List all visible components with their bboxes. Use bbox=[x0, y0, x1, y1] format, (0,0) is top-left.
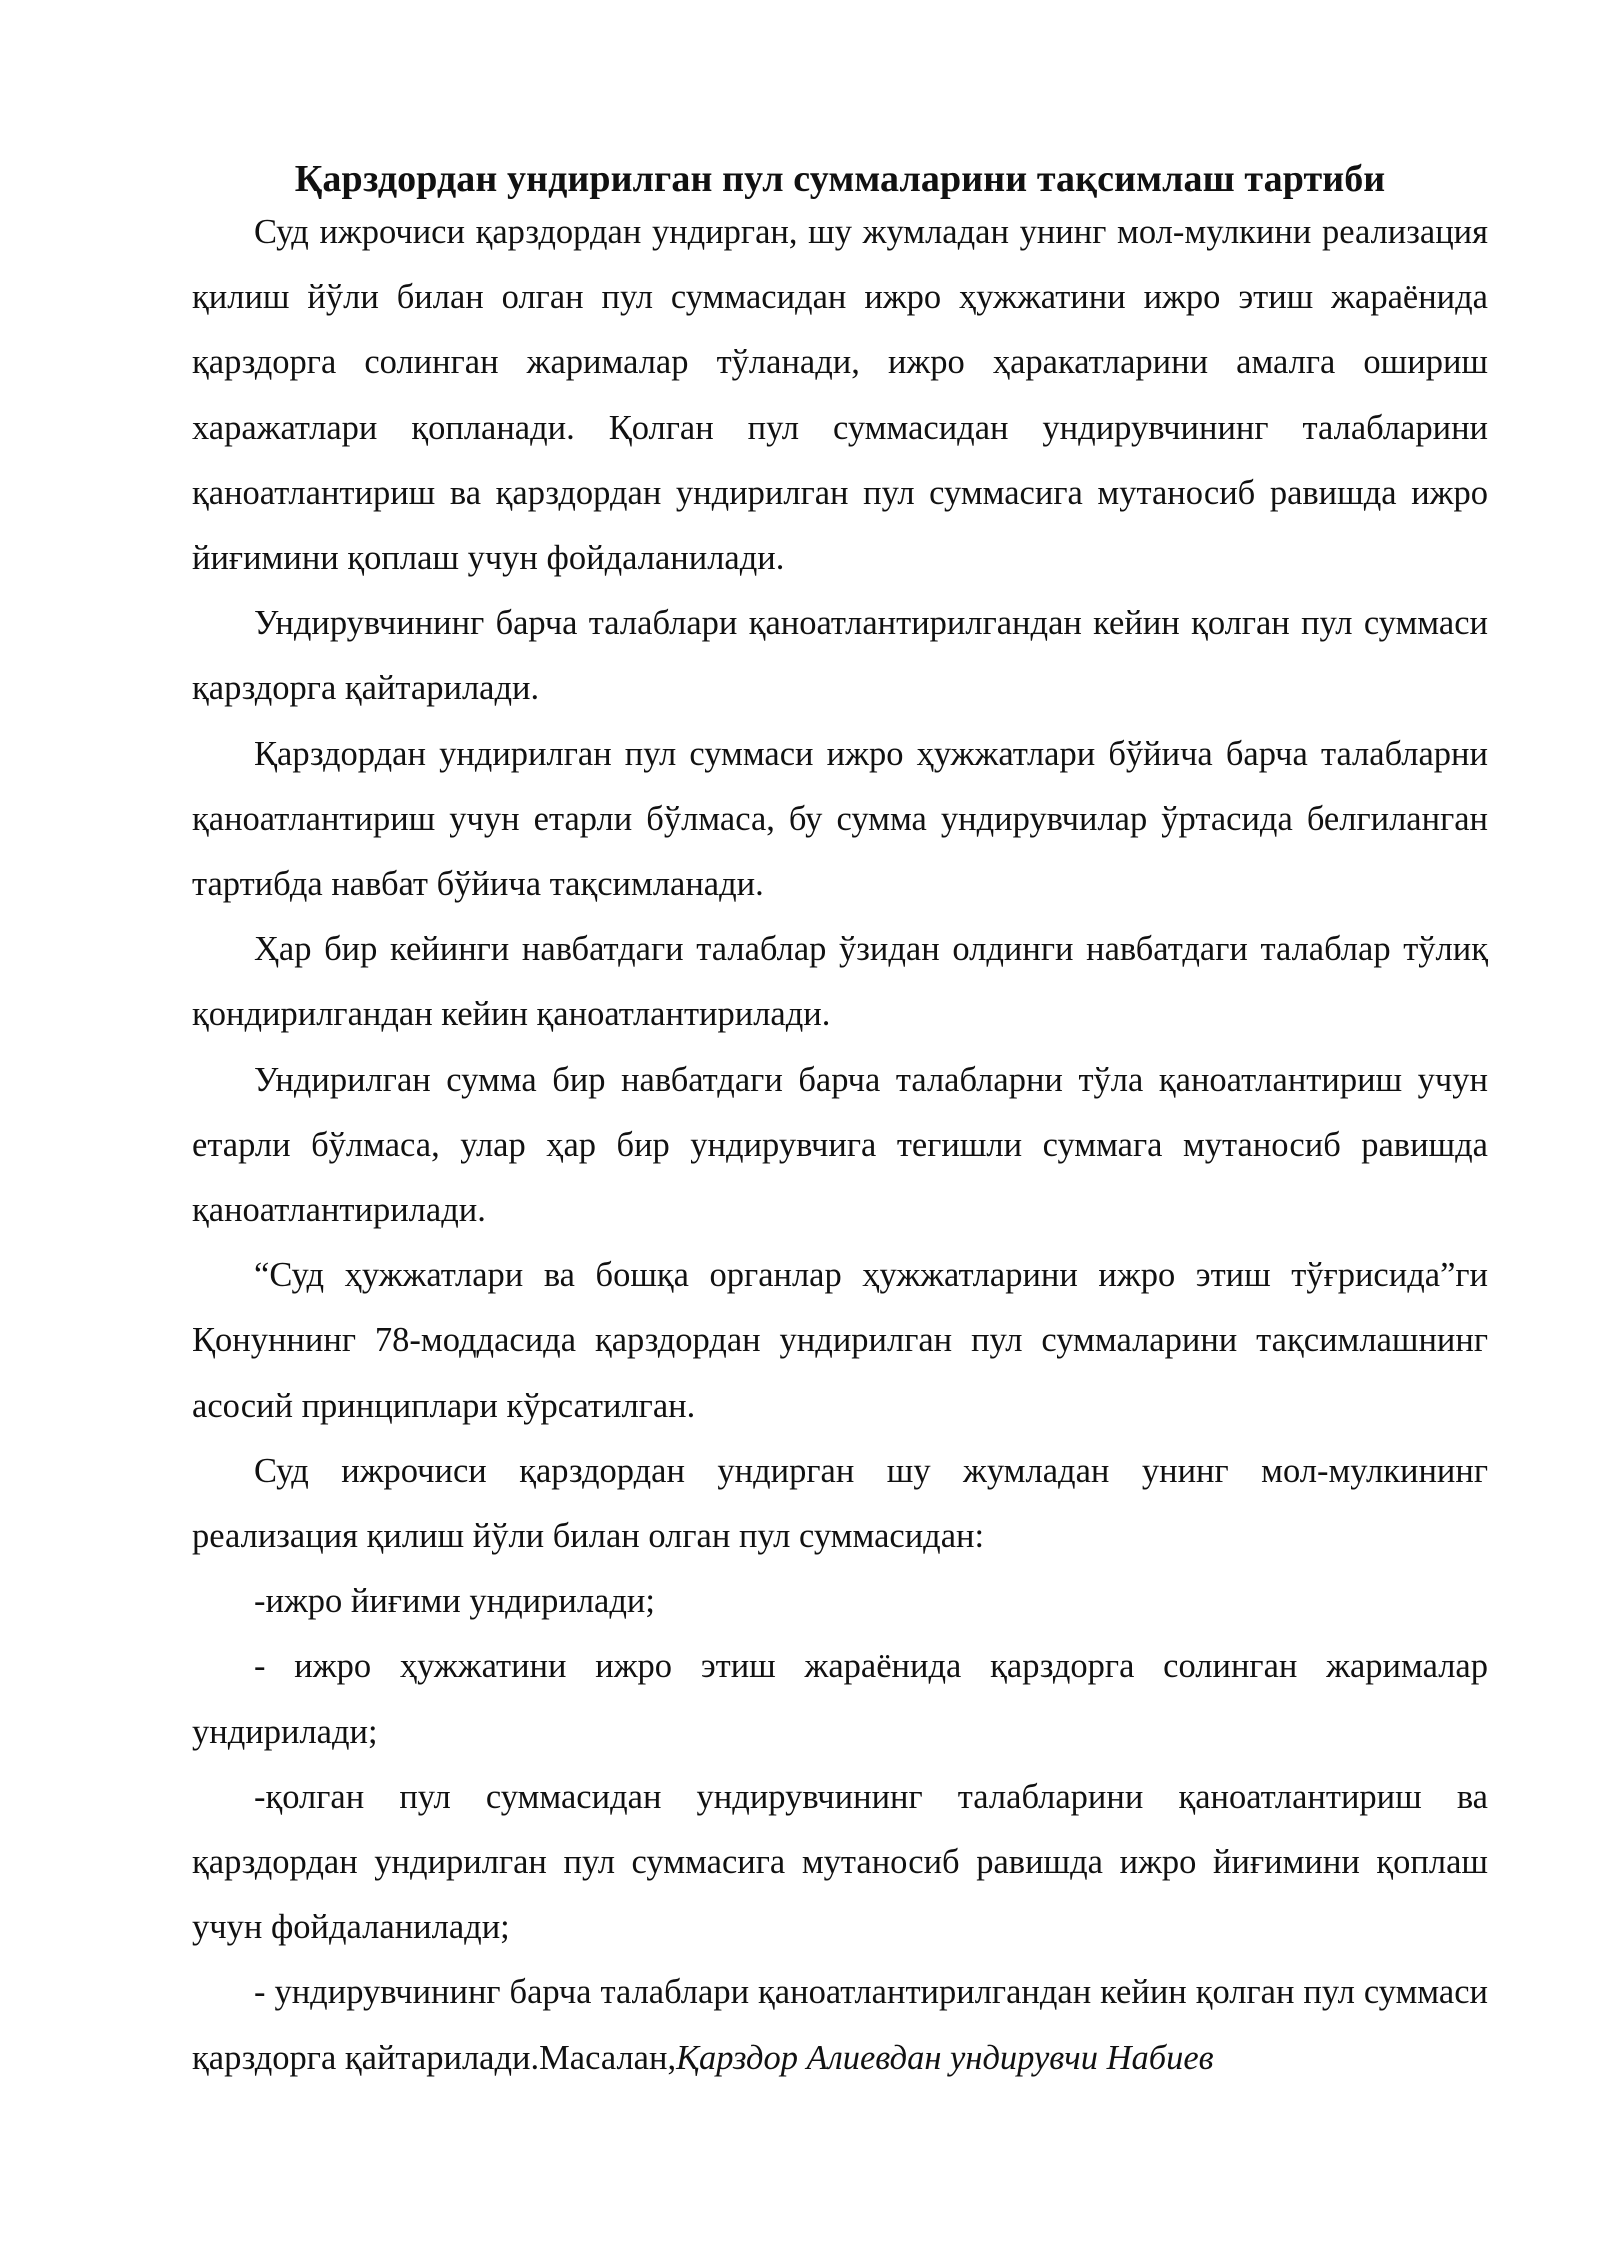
list-item: - ижро ҳужжатини ижро этиш жараёнида қарздорга солинган жарималар ундирилади; bbox=[192, 1647, 1488, 1751]
paragraph: Ундирувчининг барча талаблари қаноатлантирилгандан кейин қолган пул суммаси қарздорга қайтарилади. bbox=[192, 604, 1488, 708]
list-item-last bbox=[192, 1960, 1488, 2090]
paragraph: Қарздордан ундирилган пул суммаси ижро ҳужжатлари бўйича барча талабларни қаноатлантириш учун етарли бўлмаса, бу сумма ундирувчилар ўртасида белгиланган тартибда навбат бўйича тақсимланади. bbox=[192, 734, 1488, 904]
list-item: -ижро йиғими ундирилади; bbox=[254, 1582, 655, 1621]
list-item-text: - ундирувчининг барча талаблари қаноатлантирилгандан кейин қолган пул суммаси қарздорга қайтарилади.Масалан, bbox=[192, 1973, 1488, 2077]
paragraph: Ундирилган сумма бир навбатдаги барча талабларни тўла қаноатлантириш учун етарли бўлмаса, улар ҳар бир ундирувчига тегишли суммага мутаносиб равишда қаноатлантирилади. bbox=[192, 1060, 1488, 1230]
list-item: -қолган пул суммасидан ундирувчининг талабларини қаноатлантириш ва қарздордан ундирилган пул суммасига мутаносиб равишда ижро йиғимини қоплаш учун фойдаланилади; bbox=[192, 1777, 1488, 1947]
paragraph: Ҳар бир кейинги навбатдаги талаблар ўзидан олдинги навбатдаги талаблар тўлиқ қондирилгандан кейин қаноатлантирилади. bbox=[192, 930, 1488, 1034]
example-italic-text: Қарздор Алиевдан ундирувчи Набиев bbox=[676, 2038, 1214, 2077]
paragraph: Суд ижрочиси қарздордан ундирган шу жумладан унинг мол-мулкининг реализация қилиш йўли билан олган пул суммасидан: bbox=[192, 1451, 1488, 1556]
paragraph: Суд ижрочиси қарздордан ундирган, шу жумладан унинг мол-мулкини реализация қилиш йўли билан олган пул суммасидан ижро ҳужжатини ижро этиш жараёнида қарздорга солинган жарималар тўланади, ижро ҳаракатларини амалга ошириш харажатлари қопланади. Қолган пул суммасидан ундирувчининг талабларини қаноатлантириш ва қарздордан ундирилган пул суммасига мутаносиб равишда ижро йиғимини қоплаш учун фойдаланилади. bbox=[192, 213, 1488, 578]
document-body bbox=[192, 152, 1488, 2091]
paragraph: “Суд ҳужжатлари ва бошқа органлар ҳужжатларини ижро этиш тўғрисида”ги Қонуннинг 78-моддасида қарздордан ундирилган пул суммаларини тақсимлашнинг асосий принциплари кўрсатилган. bbox=[192, 1256, 1488, 1425]
document-title: Қарздордан ундирилган пул суммаларини тақсимлаш тартиби bbox=[294, 158, 1386, 200]
